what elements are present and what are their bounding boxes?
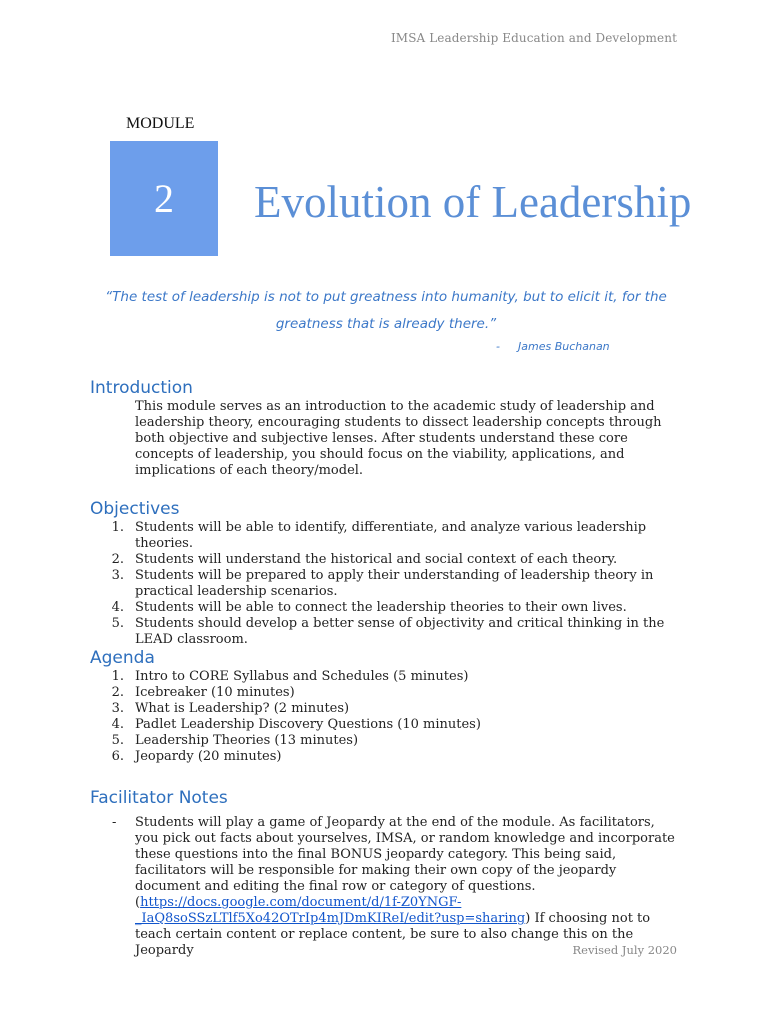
jeopardy-doc-link[interactable]: https://docs.google.com/document/d/1f-Z0YNGF-_IaQ8soSSzLTlf5Xo42OTrIp4mJDmKIReI/edit?usp=sharing	[135, 895, 526, 926]
agenda-list	[110, 669, 680, 765]
notes-dash: -	[112, 815, 117, 830]
revision-footer: Revised July 2020	[572, 943, 677, 957]
objectives-list	[110, 520, 680, 648]
list-item: 3. Students will be prepared to apply their understanding of leadership theory in practical leadership scenarios.	[111, 568, 654, 599]
notes-text-after: ) If choosing not to teach certain content or replace content, be sure to also change this on the Jeopardy	[135, 911, 651, 958]
list-item: 4. Students will be able to connect the leadership theories to their own lives.	[111, 600, 627, 615]
list-item: 6. Jeopardy (20 minutes)	[111, 749, 282, 764]
introduction-body: This module serves as an introduction to the academic study of leadership and leadership theory, encouraging students to dissect leadership concepts through both objective and subjective lenses. After students understand these core concepts of leadership, you should focus on the viability, applications, and implications of each theory/model.	[135, 399, 662, 478]
list-item: 5. Students should develop a better sense of objectivity and critical thinking in the LEAD classroom.	[111, 616, 665, 647]
list-item: 3. What is Leadership? (2 minutes)	[111, 701, 350, 716]
agenda-heading: Agenda	[90, 648, 155, 668]
facilitator-notes-item	[112, 815, 678, 959]
facilitator-notes-heading: Facilitator Notes	[90, 788, 228, 808]
list-item: 1. Intro to CORE Syllabus and Schedules (5 minutes)	[111, 669, 469, 684]
list-item: 2. Students will understand the historical and social context of each theory.	[111, 552, 618, 567]
leadership-quote: “The test of leadership is not to put greatness into humanity, but to elicit it, for the greatness that is already there.”	[105, 289, 667, 332]
module-number-box	[110, 141, 218, 256]
list-item: 2. Icebreaker (10 minutes)	[111, 685, 295, 700]
list-item: 4. Padlet Leadership Discovery Questions (10 minutes)	[111, 717, 481, 732]
quote-attribution	[496, 340, 610, 353]
module-label: MODULE	[126, 115, 195, 132]
list-item: 1. Students will be able to identify, differentiate, and analyze various leadership theories.	[111, 520, 647, 551]
introduction-heading: Introduction	[90, 378, 193, 398]
list-item: 5. Leadership Theories (13 minutes)	[111, 733, 359, 748]
page-header: IMSA Leadership Education and Development	[390, 31, 677, 45]
quote-author: James Buchanan	[518, 340, 610, 353]
objectives-heading: Objectives	[90, 499, 180, 519]
module-title: Evolution of Leadership	[254, 177, 692, 227]
attribution-dash: -	[496, 340, 500, 353]
module-number: 2	[154, 176, 174, 221]
notes-text-before: Students will play a game of Jeopardy at the end of the module. As facilitators, you pick out facts about yourselves, IMSA, or random knowledge and incorporate these questions into the final BONUS jeopardy category. This being said, facilitators will be responsible for making their own copy of the jeopardy document and editing the final row or category of questions. (	[135, 815, 675, 910]
